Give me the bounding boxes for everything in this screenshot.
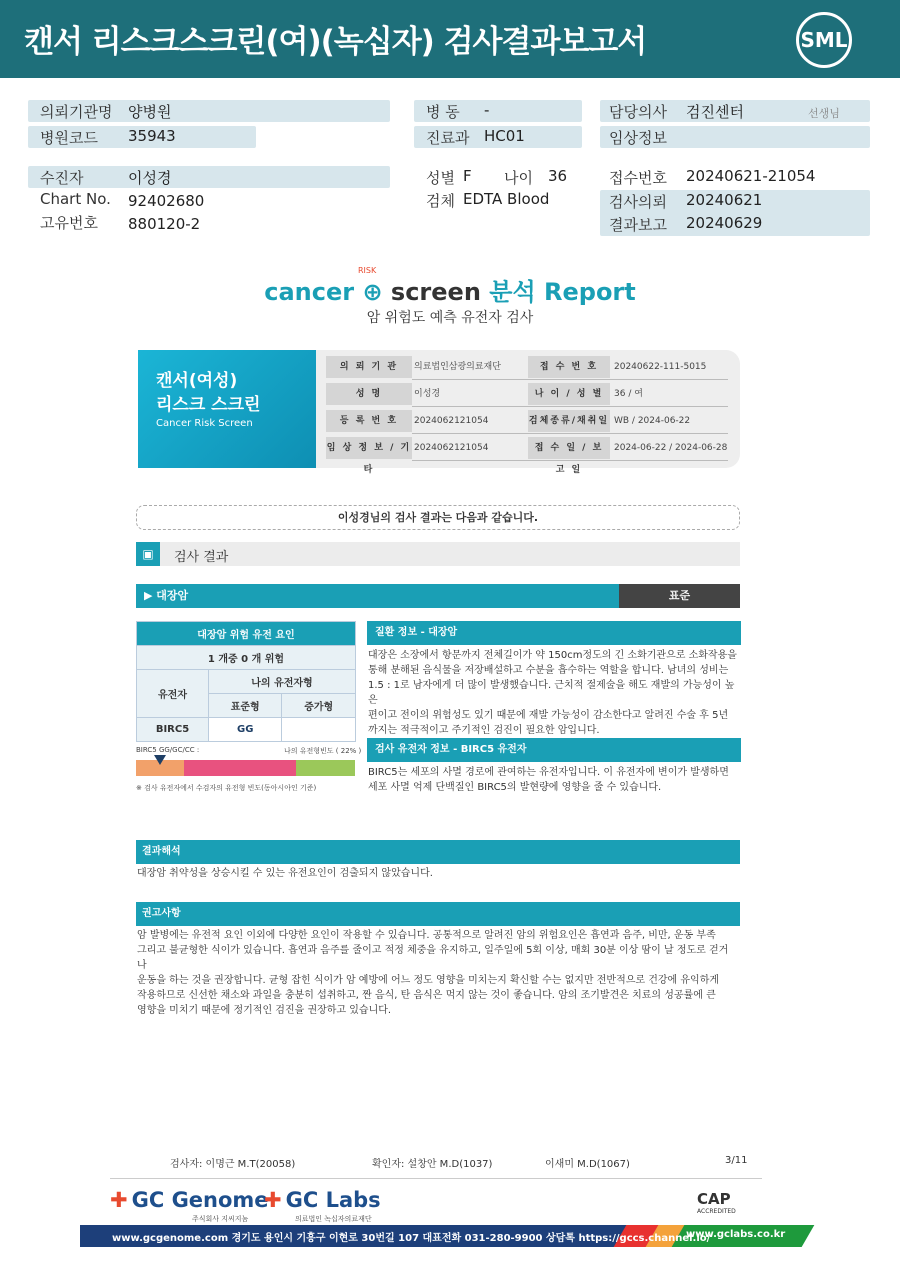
card-divider — [412, 379, 728, 380]
recommendation-line: 영향을 미치기 때문에 정기적인 검진을 권장하고 있습니다. — [137, 1005, 392, 1016]
gc-genome-logo: ✚ GC Genome — [110, 1188, 269, 1212]
card-value: WB / 2024-06-22 — [614, 416, 691, 426]
gc-genome-sub: 주식회사 지씨지놈 — [192, 1215, 249, 1223]
recommendation-line: 암 발병에는 유전적 요인 이외에 다양한 요인이 작용할 수 있습니다. 공통적으로 알려진 암의 위험요인은 흡연과 음주, 비만, 운동 부족 — [137, 930, 716, 941]
interpretation-body — [137, 866, 737, 881]
gene-info-body — [368, 765, 740, 795]
cap-logo: CAP — [697, 1190, 731, 1208]
brand-risk: RISK — [358, 266, 377, 275]
interpretation-line: 대장암 취약성을 상승시킬 수 있는 유전요인이 검출되지 않았습니다. — [137, 868, 433, 879]
chart-label: Chart No. — [40, 190, 111, 208]
card-title-panel — [138, 350, 316, 468]
gene-header: 유전자 — [137, 670, 209, 718]
report-label: 결과보고 — [609, 216, 667, 234]
sml-logo: SML — [796, 12, 852, 68]
increased-header: 증가형 — [282, 694, 356, 718]
uid-label: 고유번호 — [40, 214, 98, 232]
specimen-value: EDTA Blood — [463, 190, 550, 208]
card-label: 등 록 번 호 — [326, 410, 412, 432]
patient-value: 이성경 — [128, 169, 172, 187]
disease-info-line: 까지는 적극적이고 주기적인 검진이 필요한 암입니다. — [368, 725, 600, 736]
recommendation-line: 그리고 불균형한 식이가 있습니다. 흡연과 음주를 줄이고 적정 체중을 유지하고, 일주일에 5회 이상, 매회 30분 이상 땀이 날 정도로 걷거나 — [137, 945, 729, 971]
disease-info-line: 통해 분해된 음식물을 저장배설하고 수분을 흡수하는 역할을 합니다. 남녀의 성비는 — [368, 665, 729, 676]
card-value: 36 / 여 — [614, 389, 643, 399]
dept-label: 진료과 — [426, 129, 470, 147]
gene-info-line: BIRC5는 세포의 사멸 경로에 관여하는 유전자입니다. 이 유전자에 변이가 발생하면 — [368, 767, 729, 778]
disease-info-line: 대장은 소장에서 항문까지 전체길이가 약 150cm정도의 긴 소화기관으로 소화작용을 — [368, 650, 737, 661]
disease-info-body — [368, 648, 740, 738]
card-divider — [412, 460, 728, 461]
sex-value: F — [463, 167, 472, 185]
patient-label: 수진자 — [40, 169, 84, 187]
page-number: 3/11 — [725, 1155, 748, 1166]
doctor-value: 검진센터 — [686, 103, 744, 121]
category-status: 표준 — [619, 584, 740, 608]
gc-labs-logo: ✚ GC Labs — [264, 1188, 381, 1212]
footer-url: www.gclabs.co.kr — [686, 1229, 786, 1240]
freq-marker-icon — [154, 755, 166, 765]
report-header — [0, 0, 900, 78]
gene-info-line: 세포 사멸 억제 단백질인 BIRC5의 발현량에 영향을 줄 수 있습니다. — [368, 782, 662, 793]
ward-label: 병 동 — [426, 103, 460, 121]
interpretation-title: 결과해석 — [136, 840, 740, 864]
card-value: 2024-06-22 / 2024-06-28 — [614, 443, 728, 453]
card-title1: 캔서(여성) — [156, 371, 238, 391]
card-value: 2024062121054 — [414, 416, 489, 426]
card-label: 성 명 — [326, 383, 412, 405]
dept-value: HC01 — [484, 127, 525, 145]
gene-table-title: 대장암 위험 유전 요인 — [137, 622, 356, 646]
card-title-en: Cancer Risk Screen — [156, 418, 253, 429]
ward-value: - — [484, 101, 490, 119]
category-bar: ▶ 대장암 — [136, 584, 619, 608]
freq-note: ※ 검사 유전자에서 수검자의 유전형 빈도(동아시아인 기준) — [136, 784, 317, 792]
hospital-code-value: 35943 — [128, 127, 176, 145]
brand-logo — [0, 266, 900, 307]
brand-cancer: cancer — [264, 278, 355, 306]
card-value: 2024062121054 — [414, 443, 489, 453]
folder-icon: ▣ — [136, 542, 160, 566]
card-label: 검체종류/채취일 — [528, 410, 610, 432]
standard-value: GG — [209, 718, 282, 742]
freq-left-label: BIRC5 GG/GC/CC : — [136, 746, 200, 754]
receipt-value: 20240621-21054 — [686, 167, 816, 185]
doctor-label: 담당의사 — [609, 103, 667, 121]
request-label: 검사의뢰 — [609, 193, 667, 211]
result-notice: 이성경님의 검사 결과는 다음과 같습니다. — [136, 505, 740, 530]
age-value: 36 — [548, 167, 568, 185]
report-title: 캔서 리스크스크린(여)(녹십자) 검사결과보고서 — [24, 24, 647, 60]
card-label: 나 이 / 성 별 — [528, 383, 610, 405]
freq-segment — [184, 760, 296, 776]
age-label: 나이 — [504, 169, 533, 187]
increased-value — [282, 718, 356, 742]
card-value: 이성경 — [414, 389, 441, 399]
gene-name: BIRC5 — [137, 718, 209, 742]
brand-plus-icon: ⊕ — [362, 278, 383, 306]
gc-labs-sub: 의료법인 녹십자의료재단 — [295, 1215, 372, 1223]
card-value: 20240622-111-5015 — [614, 362, 707, 372]
request-value: 20240621 — [686, 191, 763, 209]
recommendation-line: 운동을 하는 것을 권장합니다. 균형 잡힌 식이가 암 예방에 어느 정도 영향을 미치는지 확신할 수는 없지만 전반적으로 건강에 유익하게 — [137, 975, 720, 986]
brand-analysis: 분석 Report — [489, 278, 636, 306]
section-header — [136, 542, 740, 566]
gene-table-summary: 1 개중 0 개 위험 — [137, 646, 356, 670]
card-label: 접 수 번 호 — [528, 356, 610, 378]
uid-value: 880120-2 — [128, 215, 201, 233]
report-value: 20240629 — [686, 214, 763, 232]
receipt-label: 접수번호 — [609, 169, 667, 187]
footer-address: www.gcgenome.com 경기도 용인시 기흥구 이현로 30번길 107 대표전화 031-280-9900 상담톡 https://gccs.channel.io/ — [112, 1233, 711, 1244]
recommendation-body — [137, 928, 737, 1018]
gene-table — [136, 621, 356, 742]
cap-sub: ACCREDITED — [697, 1208, 736, 1215]
disease-info-line: 1.5 : 1로 남자에게 더 많이 발생했습니다. 근치적 절제술을 해도 재발의 가능성이 높은 — [368, 680, 735, 706]
card-value: 의료법인삼광의료재단 — [414, 362, 501, 372]
tester-signature: 검사자: 이명근 M.T(20058) — [170, 1159, 296, 1170]
card-divider — [412, 406, 728, 407]
gc-cross-icon: ✚ — [110, 1188, 128, 1212]
brand-screen: screen — [390, 278, 481, 306]
confirmer-signature: 확인자: 설창안 M.D(1037) — [372, 1159, 493, 1170]
chart-value: 92402680 — [128, 192, 205, 210]
my-genotype-header: 나의 유전자형 — [209, 670, 356, 694]
footer-bar — [80, 1225, 800, 1247]
recommendation-title: 권고사항 — [136, 902, 740, 926]
card-label: 접 수 일 / 보 고 일 — [528, 437, 610, 459]
card-divider — [412, 433, 728, 434]
section-title: 검사 결과 — [174, 550, 229, 565]
hospital-code-label: 병원코드 — [40, 129, 98, 147]
card-title2: 리스크 스크린 — [156, 395, 261, 415]
standard-header: 표준형 — [209, 694, 282, 718]
doctor-suffix: 선생님 — [808, 107, 840, 120]
gene-info-title: 검사 유전자 정보 - BIRC5 유전자 — [367, 738, 741, 762]
card-label: 임 상 정 보 / 기 타 — [326, 437, 412, 459]
disease-info-line: 편이고 전이의 위험성도 있기 때문에 재발 가능성이 감소한다고 알려진 수술 후 5년 — [368, 710, 729, 721]
sex-label: 성별 — [426, 169, 455, 187]
freq-right-label: 나의 유전형빈도 ( 22% ) — [284, 747, 362, 755]
brand-subtitle: 암 위험도 예측 유전자 검사 — [366, 310, 534, 326]
gc-cross-icon: ✚ — [264, 1188, 282, 1212]
footer-divider — [110, 1178, 762, 1179]
institution-label: 의뢰기관명 — [40, 103, 113, 121]
freq-segment — [296, 760, 355, 776]
confirmer2-signature: 이새미 M.D(1067) — [545, 1159, 630, 1170]
clinical-label: 임상정보 — [609, 129, 667, 147]
institution-value: 양병원 — [128, 103, 172, 121]
disease-info-title: 질환 정보 - 대장암 — [367, 621, 741, 645]
recommendation-line: 작용하므로 신선한 채소와 과일을 충분히 섭취하고, 짠 음식, 탄 음식은 먹지 않는 것이 좋습니다. 암의 조기발견은 치료의 성공률에 큰 — [137, 990, 716, 1001]
card-label: 의 뢰 기 관 — [326, 356, 412, 378]
specimen-label: 검체 — [426, 192, 455, 210]
summary-card — [138, 350, 740, 475]
